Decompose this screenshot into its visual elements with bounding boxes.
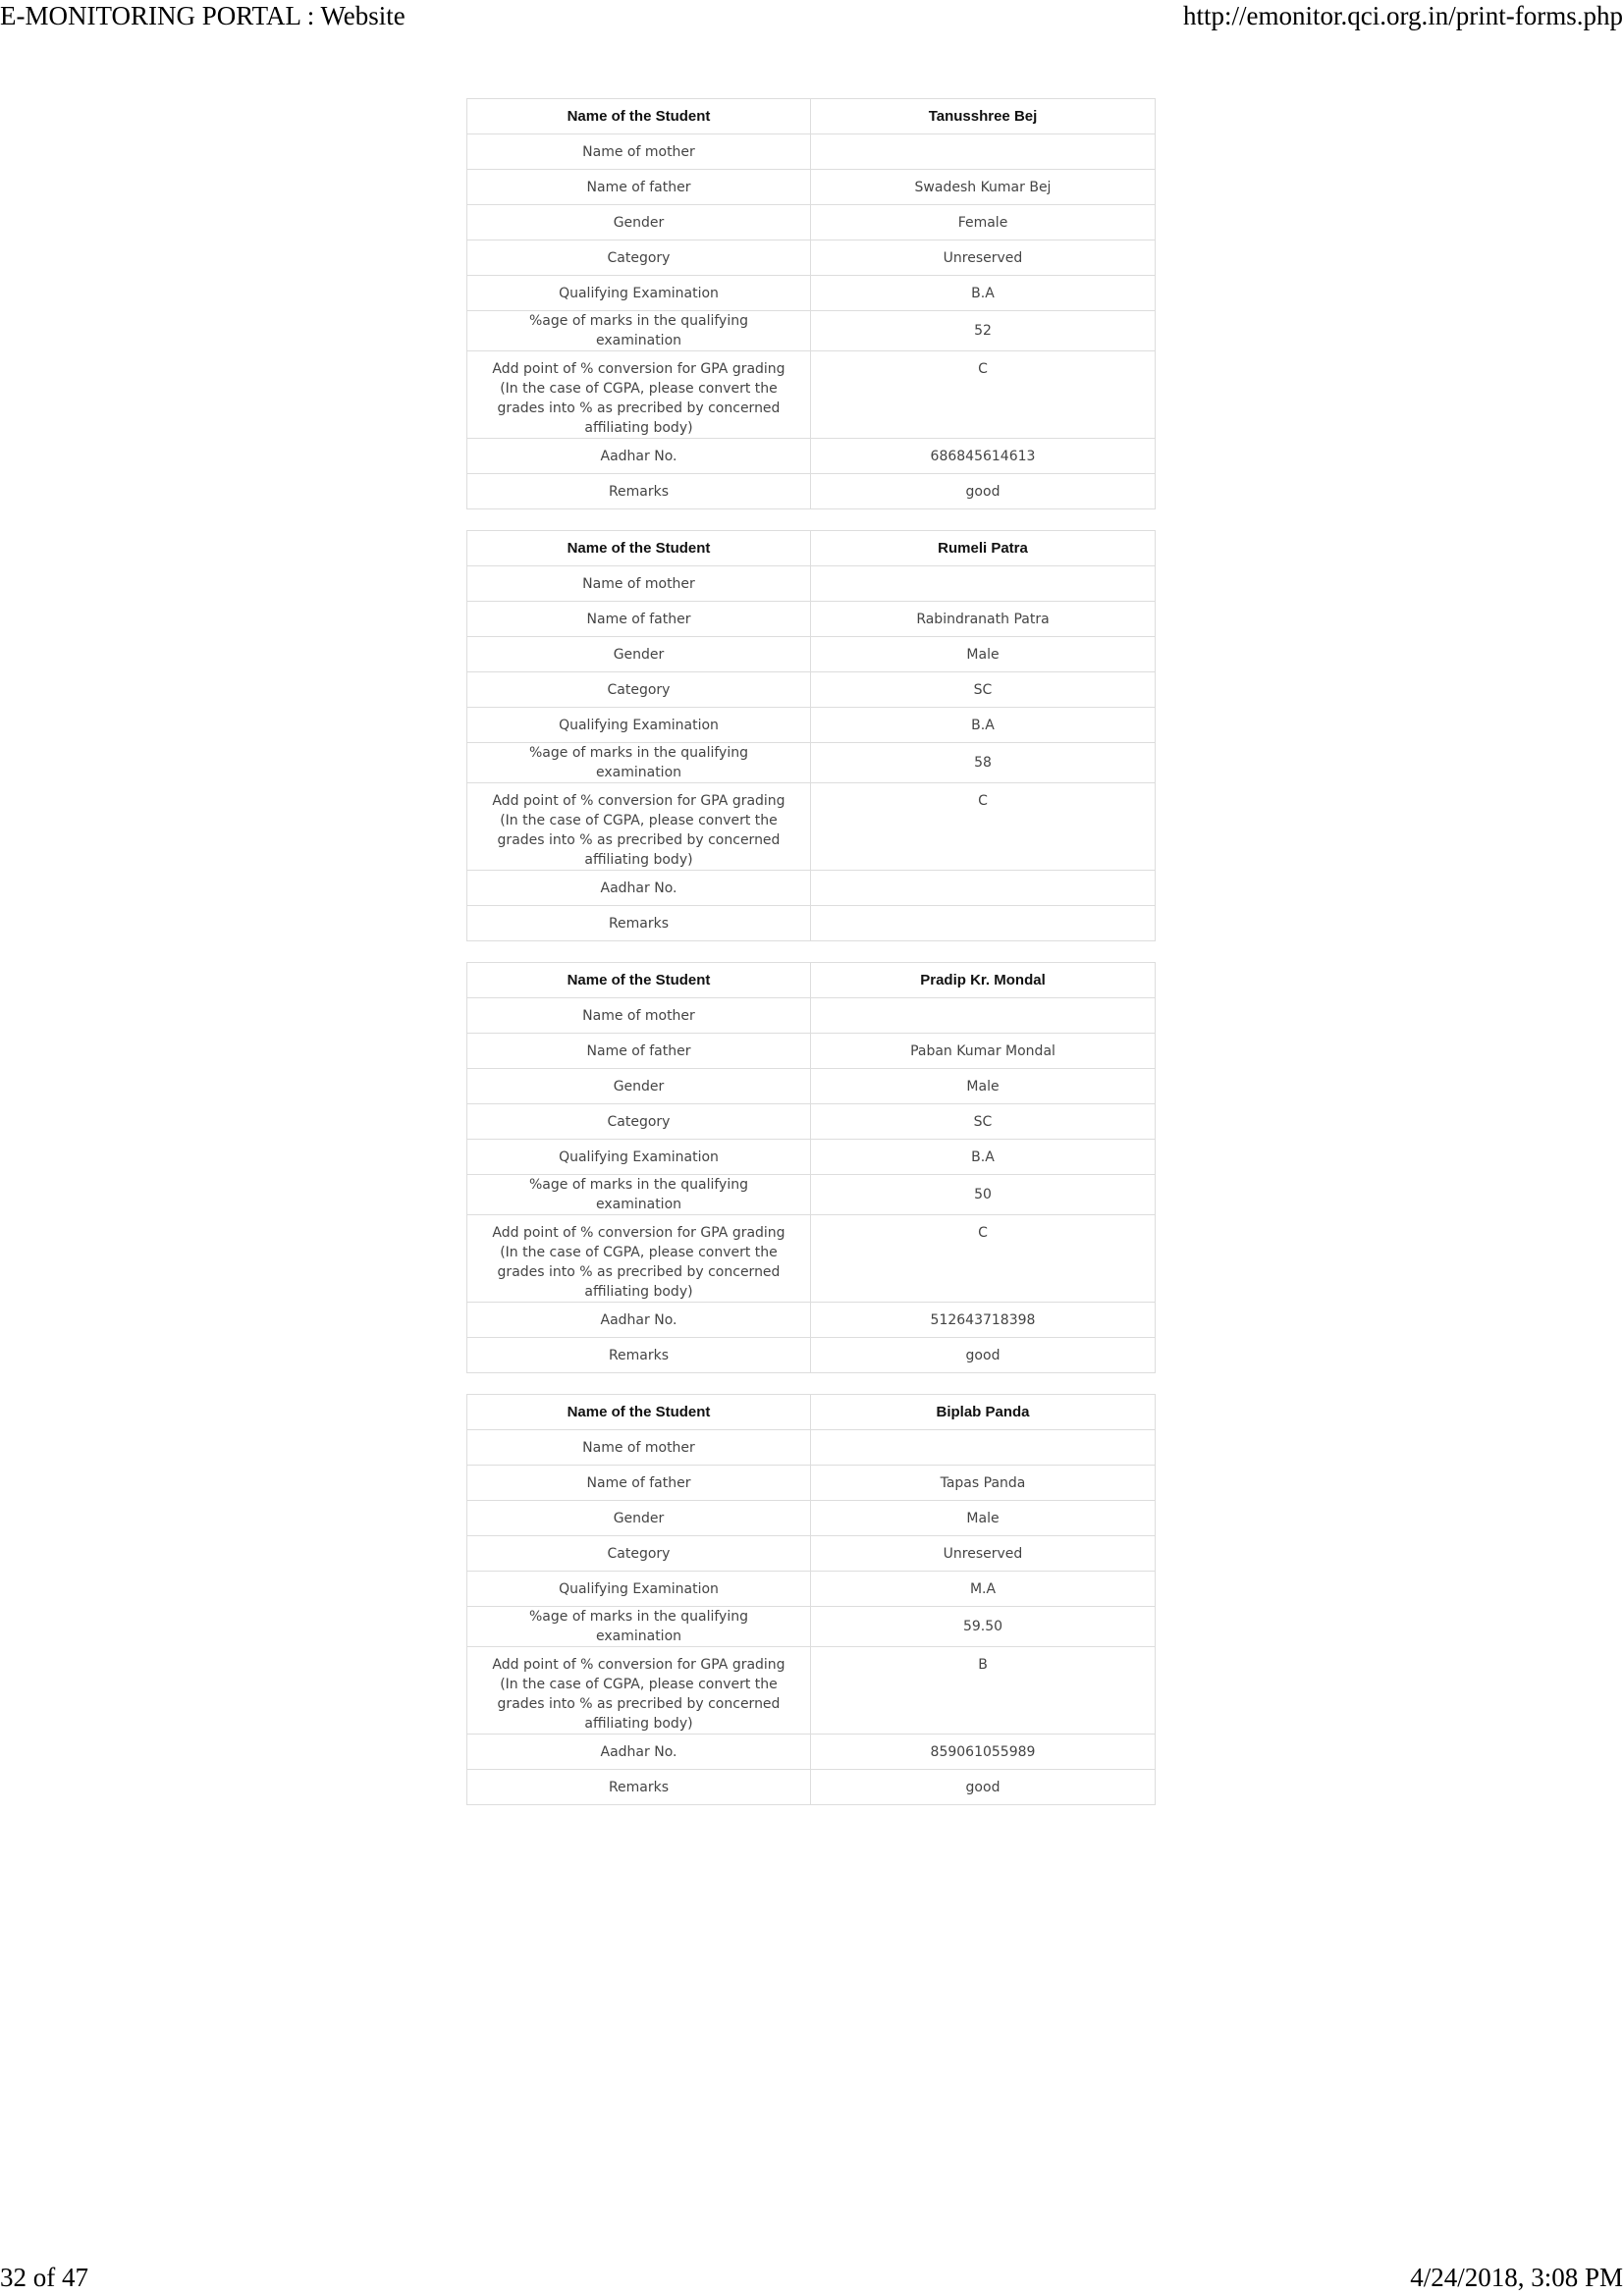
aadhar-value: 859061055989 xyxy=(811,1735,1156,1770)
table-row xyxy=(467,240,1156,276)
gpa-value: C xyxy=(811,351,1156,439)
father-value: Paban Kumar Mondal xyxy=(811,1034,1156,1069)
table-row xyxy=(467,1536,1156,1572)
remarks-label: Remarks xyxy=(467,906,811,941)
table-row xyxy=(467,1770,1156,1805)
mother-value xyxy=(811,134,1156,170)
gpa-value: B xyxy=(811,1647,1156,1735)
name-label: Name of the Student xyxy=(467,963,811,998)
table-row xyxy=(467,170,1156,205)
marks-value: 50 xyxy=(811,1175,1156,1215)
category-value: Unreserved xyxy=(811,1536,1156,1572)
name-label: Name of the Student xyxy=(467,531,811,566)
table-row xyxy=(467,474,1156,509)
aadhar-label: Aadhar No. xyxy=(467,1303,811,1338)
table-row xyxy=(467,1647,1156,1735)
aadhar-value: 512643718398 xyxy=(811,1303,1156,1338)
father-value: Tapas Panda xyxy=(811,1466,1156,1501)
table-row xyxy=(467,439,1156,474)
marks-value: 59.50 xyxy=(811,1607,1156,1647)
aadhar-label: Aadhar No. xyxy=(467,871,811,906)
father-value: Swadesh Kumar Bej xyxy=(811,170,1156,205)
aadhar-label: Aadhar No. xyxy=(467,439,811,474)
student-name: Tanusshree Bej xyxy=(811,99,1156,134)
gender-label: Gender xyxy=(467,1069,811,1104)
marks-label: %age of marks in the qualifying examination xyxy=(467,311,811,351)
table-row xyxy=(467,1607,1156,1647)
table-row xyxy=(467,708,1156,743)
remarks-value xyxy=(811,906,1156,941)
category-value: Unreserved xyxy=(811,240,1156,276)
category-label: Category xyxy=(467,1536,811,1572)
remarks-value: good xyxy=(811,474,1156,509)
mother-value xyxy=(811,998,1156,1034)
table-row xyxy=(467,1104,1156,1140)
marks-value: 58 xyxy=(811,743,1156,783)
table-row xyxy=(467,1735,1156,1770)
father-label: Name of father xyxy=(467,1034,811,1069)
table-row xyxy=(467,531,1156,566)
exam-value: B.A xyxy=(811,1140,1156,1175)
mother-label: Name of mother xyxy=(467,1430,811,1466)
gpa-label: Add point of % conversion for GPA grading (In the case of CGPA, please convert the grades into % as precribed by concerned affiliating body) xyxy=(467,1215,811,1303)
category-value: SC xyxy=(811,1104,1156,1140)
gender-label: Gender xyxy=(467,205,811,240)
table-row xyxy=(467,1069,1156,1104)
student-records xyxy=(466,98,1155,1826)
table-row xyxy=(467,1175,1156,1215)
table-row xyxy=(467,1501,1156,1536)
table-row xyxy=(467,963,1156,998)
marks-label: %age of marks in the qualifying examination xyxy=(467,1607,811,1647)
name-label: Name of the Student xyxy=(467,99,811,134)
mother-value xyxy=(811,1430,1156,1466)
table-row xyxy=(467,351,1156,439)
marks-value: 52 xyxy=(811,311,1156,351)
aadhar-value: 686845614613 xyxy=(811,439,1156,474)
table-row xyxy=(467,276,1156,311)
table-row xyxy=(467,99,1156,134)
student-table xyxy=(466,1394,1156,1805)
table-row xyxy=(467,906,1156,941)
remarks-value: good xyxy=(811,1338,1156,1373)
table-row xyxy=(467,743,1156,783)
student-name: Rumeli Patra xyxy=(811,531,1156,566)
table-row xyxy=(467,1395,1156,1430)
gender-label: Gender xyxy=(467,637,811,672)
gender-value: Male xyxy=(811,1069,1156,1104)
table-row xyxy=(467,1466,1156,1501)
aadhar-value xyxy=(811,871,1156,906)
exam-label: Qualifying Examination xyxy=(467,1572,811,1607)
table-row xyxy=(467,672,1156,708)
exam-value: M.A xyxy=(811,1572,1156,1607)
table-row xyxy=(467,1140,1156,1175)
student-name: Biplab Panda xyxy=(811,1395,1156,1430)
table-row xyxy=(467,602,1156,637)
mother-label: Name of mother xyxy=(467,134,811,170)
student-table xyxy=(466,98,1156,509)
exam-value: B.A xyxy=(811,708,1156,743)
mother-label: Name of mother xyxy=(467,998,811,1034)
remarks-label: Remarks xyxy=(467,474,811,509)
student-table xyxy=(466,530,1156,941)
table-row xyxy=(467,1215,1156,1303)
exam-label: Qualifying Examination xyxy=(467,276,811,311)
remarks-label: Remarks xyxy=(467,1338,811,1373)
exam-label: Qualifying Examination xyxy=(467,1140,811,1175)
table-row xyxy=(467,1572,1156,1607)
student-name: Pradip Kr. Mondal xyxy=(811,963,1156,998)
exam-label: Qualifying Examination xyxy=(467,708,811,743)
table-row xyxy=(467,1338,1156,1373)
table-row xyxy=(467,566,1156,602)
father-label: Name of father xyxy=(467,602,811,637)
gpa-label: Add point of % conversion for GPA grading (In the case of CGPA, please convert the grades into % as precribed by concerned affiliating body) xyxy=(467,351,811,439)
mother-value xyxy=(811,566,1156,602)
category-label: Category xyxy=(467,1104,811,1140)
father-label: Name of father xyxy=(467,170,811,205)
page-number: 32 of 47 xyxy=(0,2263,88,2292)
table-row xyxy=(467,311,1156,351)
gpa-label: Add point of % conversion for GPA grading (In the case of CGPA, please convert the grades into % as precribed by concerned affiliating body) xyxy=(467,783,811,871)
gender-label: Gender xyxy=(467,1501,811,1536)
table-row xyxy=(467,205,1156,240)
portal-title: E-MONITORING PORTAL : Website xyxy=(0,1,406,30)
page-url: http://emonitor.qci.org.in/print-forms.php xyxy=(1183,1,1623,30)
category-value: SC xyxy=(811,672,1156,708)
marks-label: %age of marks in the qualifying examination xyxy=(467,1175,811,1215)
category-label: Category xyxy=(467,672,811,708)
print-datetime: 4/24/2018, 3:08 PM xyxy=(1410,2263,1623,2292)
gpa-value: C xyxy=(811,1215,1156,1303)
table-row xyxy=(467,998,1156,1034)
name-label: Name of the Student xyxy=(467,1395,811,1430)
father-value: Rabindranath Patra xyxy=(811,602,1156,637)
gender-value: Male xyxy=(811,1501,1156,1536)
marks-label: %age of marks in the qualifying examination xyxy=(467,743,811,783)
remarks-label: Remarks xyxy=(467,1770,811,1805)
exam-value: B.A xyxy=(811,276,1156,311)
table-row xyxy=(467,134,1156,170)
aadhar-label: Aadhar No. xyxy=(467,1735,811,1770)
table-row xyxy=(467,1034,1156,1069)
gender-value: Male xyxy=(811,637,1156,672)
table-row xyxy=(467,637,1156,672)
gender-value: Female xyxy=(811,205,1156,240)
table-row xyxy=(467,1430,1156,1466)
mother-label: Name of mother xyxy=(467,566,811,602)
gpa-value: C xyxy=(811,783,1156,871)
remarks-value: good xyxy=(811,1770,1156,1805)
gpa-label: Add point of % conversion for GPA grading (In the case of CGPA, please convert the grades into % as precribed by concerned affiliating body) xyxy=(467,1647,811,1735)
father-label: Name of father xyxy=(467,1466,811,1501)
table-row xyxy=(467,783,1156,871)
category-label: Category xyxy=(467,240,811,276)
student-table xyxy=(466,962,1156,1373)
table-row xyxy=(467,1303,1156,1338)
table-row xyxy=(467,871,1156,906)
